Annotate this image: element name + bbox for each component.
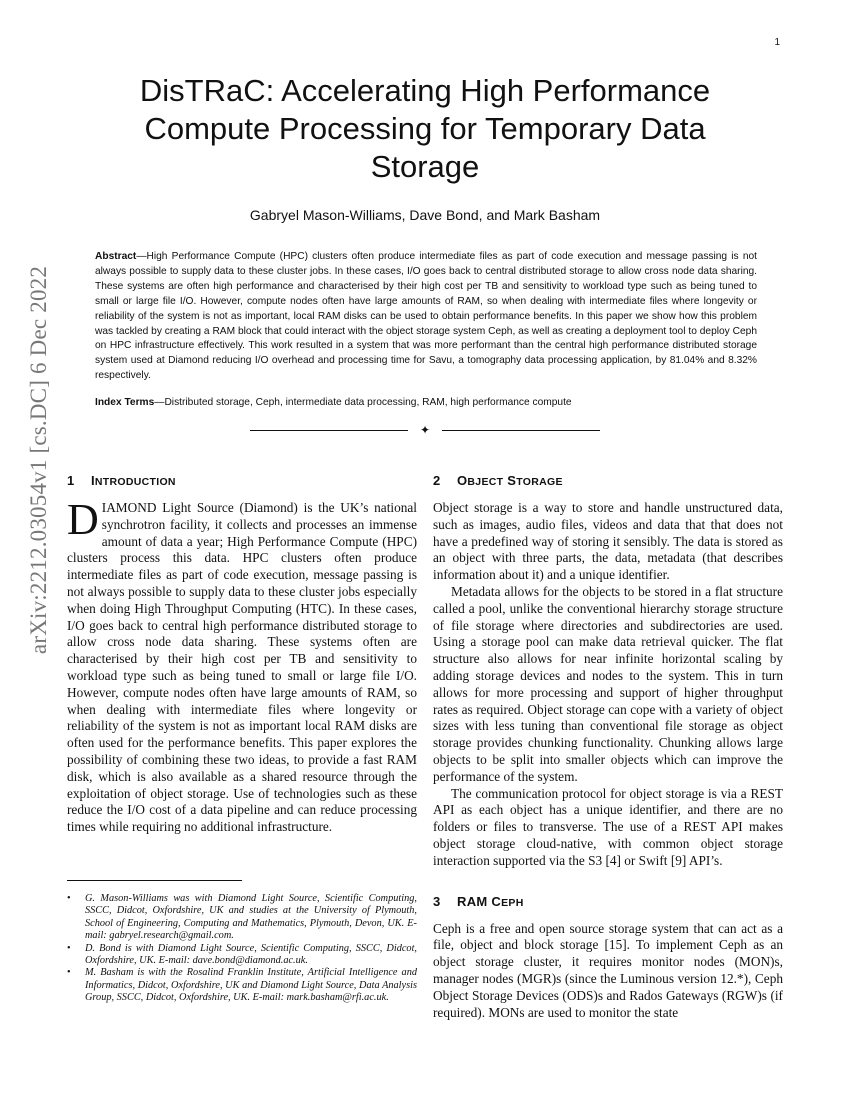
- abstract-label: Abstract: [95, 251, 137, 262]
- footnote-item: • D. Bond is with Diamond Light Source, Scientific Computing, SSCC, Didcot, Oxfordshire, UK. E-mail: dave.bond@diamond.ac.uk.: [67, 943, 417, 968]
- index-terms: [95, 397, 757, 408]
- divider-rule-left: [250, 430, 408, 431]
- footnote-item: • M. Basham is with the Rosalind Franklin Institute, Artificial Intelligence and Informatics, Didcot, Oxfordshire, UK and Diamond Light Source, Data Analysis Group, SSCC, Didcot, Oxfordshire, UK. E-mail: mark.basham@rfi.ac.uk.: [67, 967, 417, 1004]
- section-heading-ram-ceph: [433, 894, 783, 911]
- section-spacer: [433, 870, 783, 894]
- divider-rule-right: [442, 430, 600, 431]
- section-title-initial: S: [507, 473, 517, 488]
- section-title-initial: RAM C: [457, 893, 502, 909]
- object-storage-paragraph: Object storage is a way to store and handle unstructured data, such as images, audio files, videos and data that that does not have a predefined way of storing it sensibly. The data is stored as an object with three parts, the data, metadata (that describes information about it) and a unique identifier.: [433, 500, 783, 583]
- abstract-text: —High Performance Compute (HPC) clusters often produce intermediate files as part of code execution and message passing is not always possible to supply data to these cluster jobs. In these cases, I/O goes back to central distributed storage to allow cross node data sharing. These systems are often high performance and characterised by their high cost per TB and sensitivity to workload type such as being tuned to small or large file I/O. However, compute nodes often have large amounts of RAM, so when dealing with intermediate files where longevity or reliability of the system is not as important, local RAM disks can be used to obtain performance benefits. In this paper we show how this problem was tackled by creating a RAM block that could interact with the object storage system Ceph, as well as creating a deployment tool to deploy Ceph on HPC infrastructure effectively. This work resulted in a system that was more performant than the central high performance distributed storage system used at Diamond reducing I/O overhead and processing time for Savu, a tomography data processing application, by 81.04% and 8.32% respectively.: [95, 251, 757, 382]
- abstract: [95, 250, 757, 384]
- arxiv-stamp: [24, 260, 54, 660]
- section-title-initial: I: [91, 473, 95, 488]
- author-list: Gabryel Mason-Williams, Dave Bond, and Mark Basham: [249, 207, 601, 223]
- footnote-item: • G. Mason-Williams was with Diamond Light Source, Scientific Computing, SSCC, Didcot, Oxfordshire, UK and studies at the University of Plymouth, School of Engineering, Computing and Mathematics, Plymouth, Devon, UK. E-mail: gabryel.research@gmail.com.: [67, 893, 417, 943]
- section-title-rest: EPH: [501, 896, 524, 909]
- introduction-paragraph: [67, 495, 417, 836]
- footnote-rule: [67, 880, 242, 881]
- section-title-initial: O: [457, 473, 468, 488]
- page-number: 1: [774, 37, 780, 48]
- section-title-rest: TORAGE: [516, 476, 563, 488]
- arxiv-stamp-text: arXiv:2212.03054v1 [cs.DC] 6 Dec 2022: [26, 265, 51, 655]
- section-divider: [250, 424, 600, 436]
- section-heading-introduction: [67, 473, 417, 490]
- lead-smallcaps: IAMOND: [101, 500, 157, 515]
- index-terms-text: —Distributed storage, Ceph, intermediate data processing, RAM, high performance compute: [154, 397, 572, 408]
- ram-ceph-paragraph: Ceph is a free and open source storage system that can act as a file, object and block storage [15]. To implement Ceph as an object storage cluster, it requires monitor nodes (MON)s, manager nodes (MGR)s (since the Luminous version 12.*), Ceph Object Storage Devices (ODS)s and Rados Gateways (RGW)s (if required). MONs are used to monitor the state: [433, 920, 783, 1020]
- section-title-rest: NTRODUCTION: [94, 476, 176, 488]
- left-column: [67, 473, 417, 836]
- introduction-text: Light Source (Diamond) is the UK’s national synchrotron facility, it collects and processes an immense amount of data a year; High Performance Compute (HPC) clusters process this data. HPC clusters often produce intermediate files as part of code execution, message passing is not always possible to supply data to these cluster jobs especially when doing High Throughput Computing (HTC). In these cases, I/O goes back to central high performance distributed storage to allow cross node data sharing. These systems often are characterised by their high cost per TB and sensitivity to workload type such as being tuned to small or large file I/O. However, compute nodes often have large amounts of RAM, so when dealing with intermediate files where longevity or reliability of the system is not as important local RAM disks are often used for the performance benefits. This paper explores the possibility of combining these two ideas, to provide a fast RAM disk, which is also available as a shared resource through the exploitation of object storage. Use of technologies such as these reduce the I/O cost of a data pipeline and can reduce processing times while requiring no additional infrastructure.: [67, 500, 417, 835]
- section-number: 3: [433, 893, 441, 909]
- section-number: 2: [433, 473, 441, 488]
- divider-diamond-icon: ✦: [419, 423, 431, 437]
- right-column: [433, 473, 783, 1021]
- section-heading-object-storage: [433, 473, 783, 490]
- object-storage-paragraph: The communication protocol for object storage is via a REST API as each object has a unique identifier, and there are no folders or files to transverse. The use of a REST API makes object storage cloud-native, with common object storage interaction supported via the S3 [4] or Swift [9] API’s.: [433, 785, 783, 868]
- object-storage-paragraph: Metadata allows for the objects to be stored in a flat structure called a pool, unlike the conventional hierarchy storage structure of file storage where directories and subdirectories are used. Using a storage pool can make data retrieval quicker. The flat structure also allows for near infinite horizontal scaling by adding storage devices and nodes to the system. This in turn allows for more processing and support of higher throughput rates as required. Object storage can cope with a variety of object sizes with less tuning than conventional file storage as object storage provides chunking functionality. Chunking allows large objects to be split into smaller objects which can improve the performance of the system.: [433, 583, 783, 784]
- paper-title: DisTRaC: Accelerating High Performance Compute Processing for Temporary Data Storage: [139, 73, 711, 184]
- drop-cap: D: [67, 495, 99, 544]
- index-terms-label: Index Terms: [95, 397, 155, 408]
- footnotes: [67, 893, 417, 1005]
- section-title-rest: BJECT: [467, 476, 504, 488]
- section-number: 1: [67, 473, 75, 488]
